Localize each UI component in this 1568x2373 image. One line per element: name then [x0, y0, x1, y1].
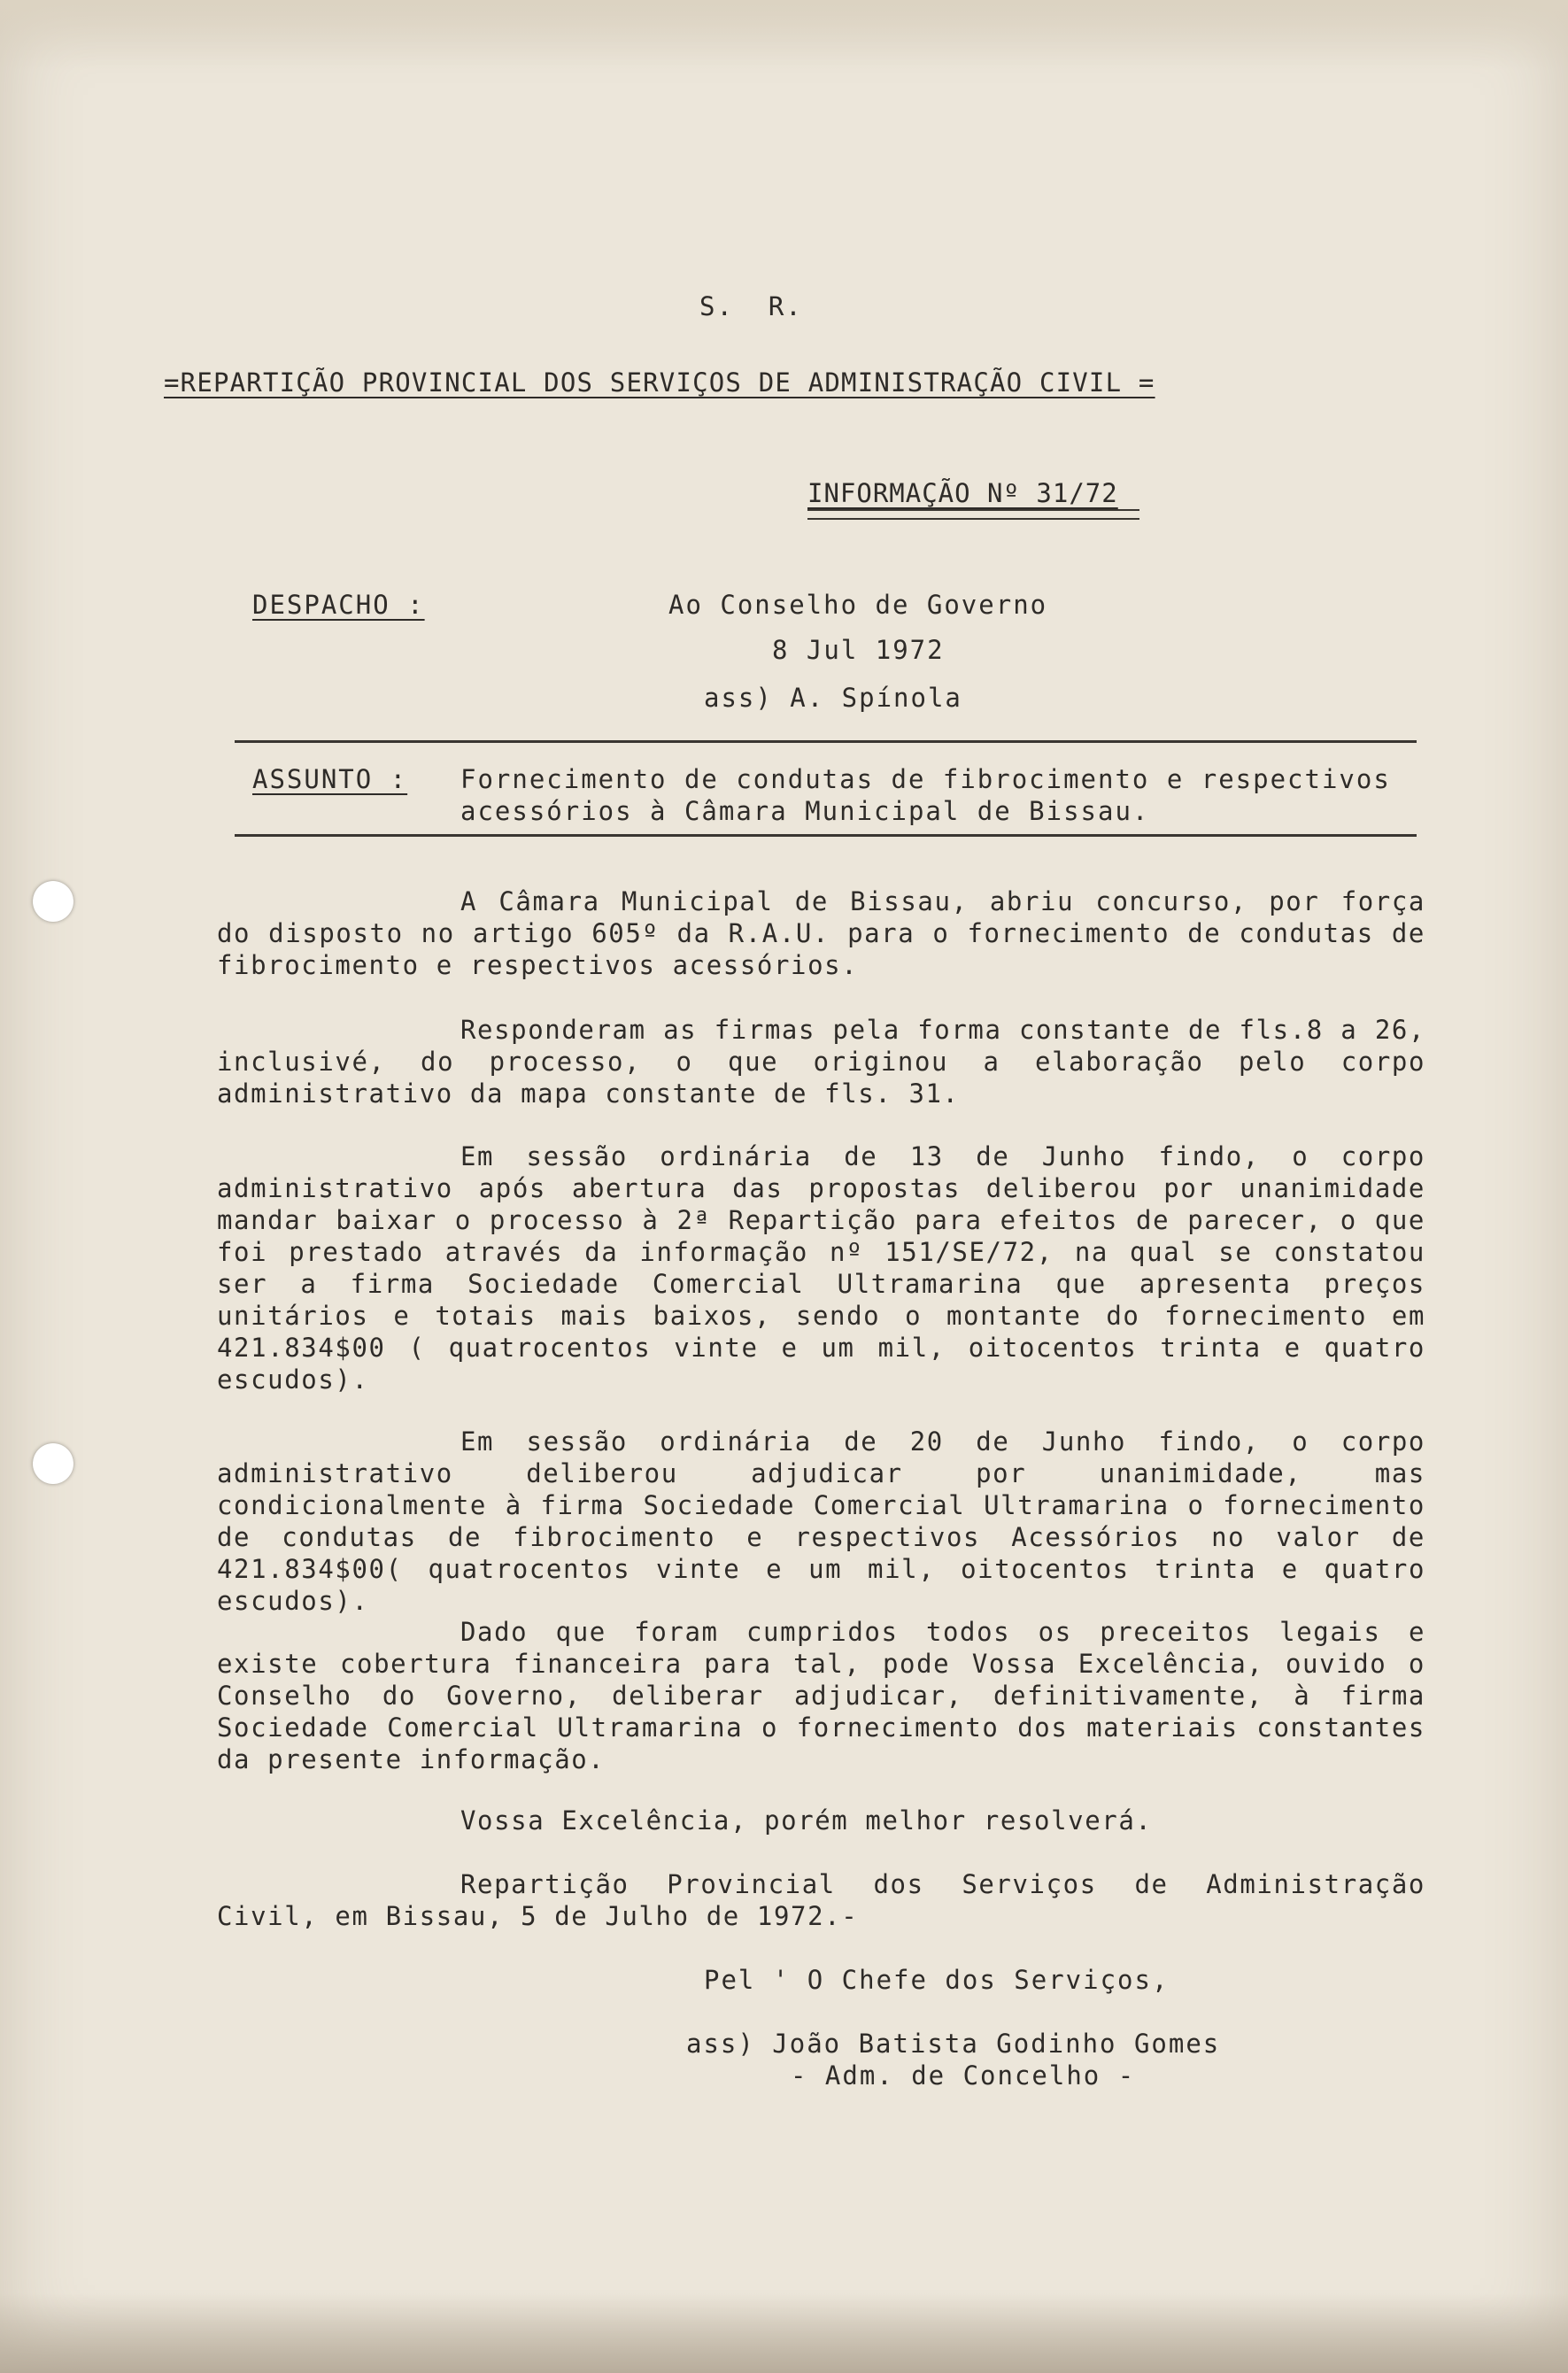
header-sr: S. R. [699, 291, 803, 321]
despacho-date: 8 Jul 1972 [772, 635, 945, 665]
body-paragraph-3: Em sessão ordinária de 13 de Junho findo, o corpo administrativo após abertura das propostas deliberou por unanimidade mandar baixar o processo à 2ª Repartição para efeitos de parecer, o que foi prestado através da informação nº 151/SE/72, na qual se constatou ser a firma Sociedade Comercial Ultramarina que apresenta preços unitários e totais mais baixos, sendo o montante do fornecimento em 421.834$00 ( quatrocentos vinte e um mil, oitocentos trinta e quatro escudos). [217, 1141, 1425, 1395]
double-underline [807, 509, 1139, 520]
despacho-line-1: Ao Conselho de Governo [668, 590, 1048, 620]
divider-bottom [235, 834, 1417, 837]
body-paragraph-1: A Câmara Municipal de Bissau, abriu concurso, por força do disposto no artigo 605º da R.A.U. para o fornecimento de condutas de fibrocimento e respectivos acessórios. [217, 886, 1425, 980]
punch-hole [33, 881, 73, 922]
signature-line-1: Pel ' O Chefe dos Serviços, [704, 1965, 1170, 1995]
assunto-line-1: Fornecimento de condutas de fibrocimento e respectivos [460, 764, 1391, 794]
punch-hole [33, 1443, 73, 1484]
assunto-label: ASSUNTO : [252, 764, 408, 794]
page-top-edge [0, 0, 1568, 71]
assunto-line-2: acessórios à Câmara Municipal de Bissau. [460, 796, 1150, 826]
information-number: INFORMAÇÃO Nº 31/72 [807, 478, 1118, 508]
body-paragraph-6: Vossa Excelência, porém melhor resolverá. [460, 1805, 1153, 1836]
divider-top [235, 740, 1417, 743]
despacho-label: DESPACHO : [252, 590, 425, 620]
signature-name: ass) João Batista Godinho Gomes [686, 2029, 1221, 2059]
department-heading: =REPARTIÇÃO PROVINCIAL DOS SERVIÇOS DE ADMINISTRAÇÃO CIVIL = [164, 367, 1155, 398]
page-bottom-edge [0, 2293, 1568, 2373]
body-paragraph-4: Em sessão ordinária de 20 de Junho findo, o corpo administrativo deliberou adjudicar por unanimidade, mas condicionalmente à firma Sociedade Comercial Ultramarina o fornecimento de condutas de fibrocimento e respectivos Acessórios no valor de 421.834$00( quatrocentos vinte e um mil, oitocentos trinta e quatro escudos). [217, 1426, 1425, 1616]
signature-title: - Adm. de Concelho - [791, 2060, 1136, 2091]
despacho-signature: ass) A. Spínola [704, 683, 962, 713]
body-paragraph-2: Responderam as firmas pela forma constante de fls.8 a 26, inclusivé, do processo, o que originou a elaboração pelo corpo administrativo da mapa constante de fls. 31. [217, 1015, 1425, 1109]
body-paragraph-5: Dado que foram cumpridos todos os preceitos legais e existe cobertura financeira para tal, pode Vossa Excelência, ouvido o Conselho do Governo, deliberar adjudicar, definitivamente, à firma Sociedade Comercial Ultramarina o fornecimento dos materiais constantes da presente informação. [217, 1617, 1425, 1774]
body-paragraph-7: Repartição Provincial dos Serviços de Administração Civil, em Bissau, 5 de Julho de 1972.- [217, 1869, 1425, 1931]
